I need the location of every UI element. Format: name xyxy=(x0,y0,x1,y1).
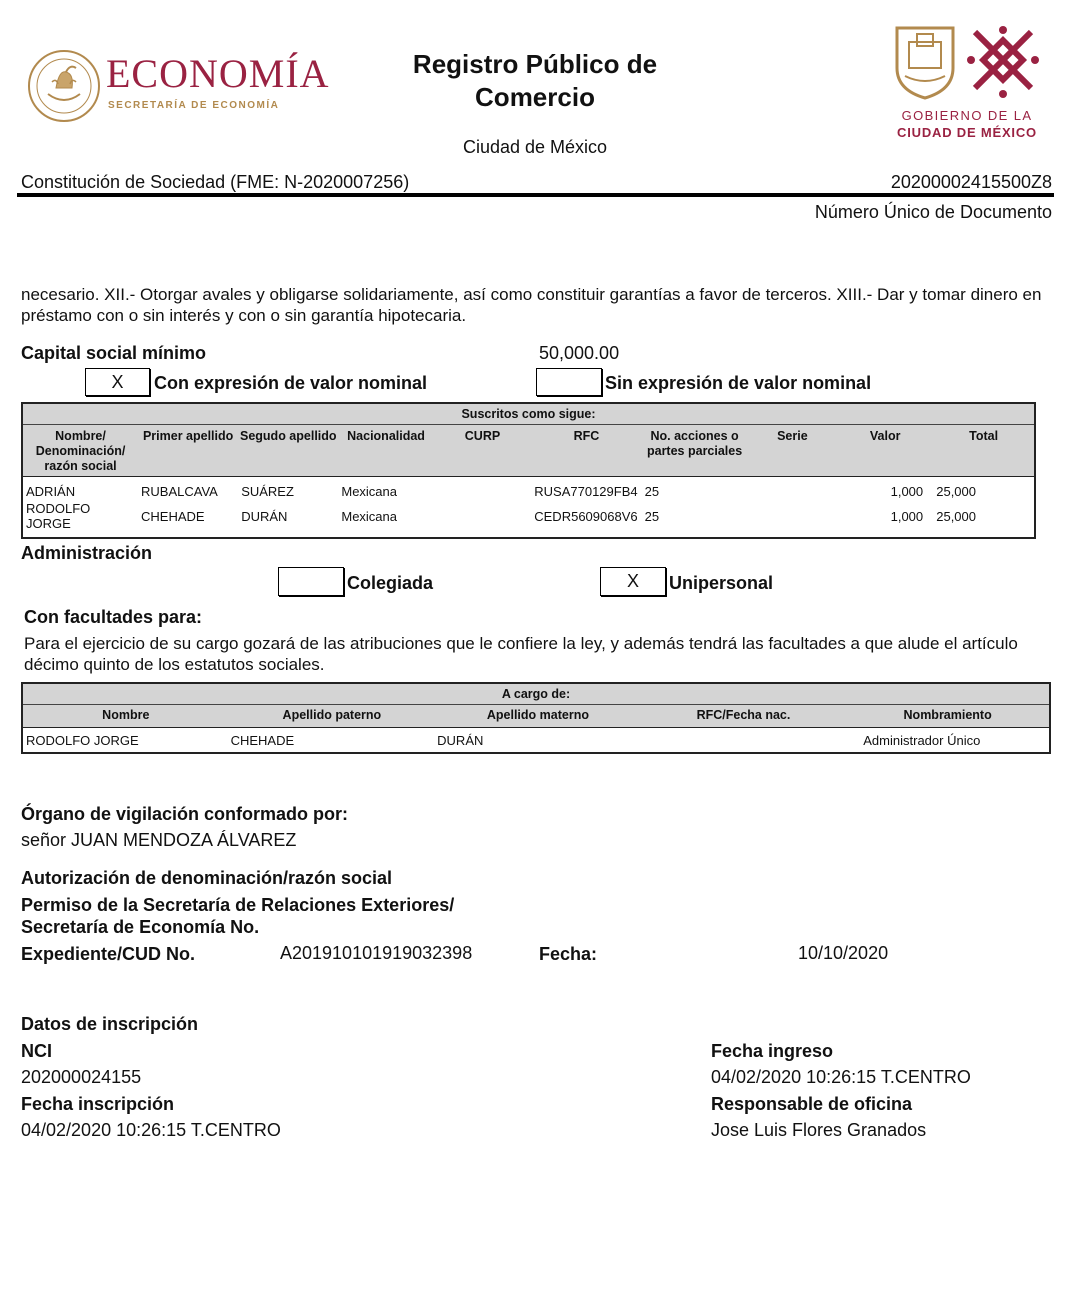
cdmx-gobierno-text: GOBIERNO DE LA xyxy=(901,108,1033,123)
table-row xyxy=(22,501,1035,531)
header-divider xyxy=(17,193,1054,197)
document-type: Constitución de Sociedad (FME: N-2020007256) xyxy=(21,172,410,192)
economia-wordmark: ECONOMÍA xyxy=(106,51,330,96)
cell-primer-apellido: RUBALCAVA xyxy=(141,483,218,499)
capital-value: 50,000.00 xyxy=(539,343,620,363)
fecha-inscripcion-value: 04/02/2020 10:26:15 T.CENTRO xyxy=(21,1120,281,1140)
responsable-value: Jose Luis Flores Granados xyxy=(711,1120,927,1140)
header-rfc-fecha-nac: RFC/Fecha nac. xyxy=(641,705,847,728)
cdmx-ciudad-text: CIUDAD DE MÉXICO xyxy=(897,125,1037,140)
cdmx-shield-icon xyxy=(897,28,953,98)
cell-primer-apellido: CHEHADE xyxy=(141,508,205,524)
nci-value: 202000024155 xyxy=(21,1067,142,1087)
permiso-line-2: Secretaría de Economía No. xyxy=(21,917,260,937)
cell-segundo-apellido: SUÁREZ xyxy=(241,483,294,499)
socios-table xyxy=(21,402,1036,539)
header-valor: Valor xyxy=(837,425,933,477)
header-apellido-materno: Apellido materno xyxy=(435,705,641,728)
header-curp: CURP xyxy=(434,425,532,477)
cell-rfc: RUSA770129FB4 xyxy=(534,483,638,499)
vigilancia-value: señor JUAN MENDOZA ÁLVAREZ xyxy=(21,830,297,850)
administradores-table xyxy=(21,682,1051,754)
cell-nombramiento: Administrador Único xyxy=(863,732,981,748)
autorizacion-label: Autorización de denominación/razón social xyxy=(21,868,393,888)
cell-nombre: RODOLFO JORGE xyxy=(26,501,91,531)
cell-serie xyxy=(748,481,838,501)
cell-total: 25,000 xyxy=(936,508,976,524)
socios-caption: Suscritos como sigue: xyxy=(22,403,1035,425)
mexico-seal-icon xyxy=(26,48,102,124)
administracion-label: Administración xyxy=(21,543,153,563)
capital-label: Capital social mínimo xyxy=(21,343,207,363)
fecha-inscripcion-label: Fecha inscripción xyxy=(21,1094,175,1114)
header-total: Total xyxy=(933,425,1035,477)
fecha-ingreso-value: 04/02/2020 10:26:15 T.CENTRO xyxy=(711,1067,971,1087)
cell-curp xyxy=(434,501,532,531)
header-nacionalidad: Nacionalidad xyxy=(338,425,433,477)
cell-serie xyxy=(748,501,838,531)
cdmx-emblem-icon xyxy=(975,32,1031,88)
cdmx-logo xyxy=(893,24,1041,144)
economia-subtitle: SECRETARÍA DE ECONOMÍA xyxy=(108,100,280,111)
con-valor-nominal-label: Con expresión de valor nominal xyxy=(154,373,428,393)
page-title: Registro Público de Comercio xyxy=(412,49,658,112)
objeto-social-text: necesario. XII.- Otorgar avales y obligarse solidariamente, así como constituir garantías a favor de terceros. XIII.- Dar y tomar dinero en préstamo con o sin interés y con o sin garantía hipotecaria. xyxy=(21,285,1042,325)
unipersonal-checkbox[interactable]: X xyxy=(600,567,666,596)
header-apellido-paterno: Apellido paterno xyxy=(229,705,436,728)
header-serie: Serie xyxy=(748,425,838,477)
header-nombramiento: Nombramiento xyxy=(846,705,1050,728)
cell-nacionalidad: Mexicana xyxy=(341,508,397,524)
cell-nacionalidad: Mexicana xyxy=(341,483,397,499)
city-label: Ciudad de México xyxy=(462,137,608,157)
cell-total: 25,000 xyxy=(936,483,976,499)
header-nombre: Nombre/ Denominación/ razón social xyxy=(22,425,138,477)
cell-rfc-fecha-nac xyxy=(641,728,847,754)
cell-nombre: ADRIÁN xyxy=(26,483,76,499)
fecha-label: Fecha: xyxy=(539,944,598,964)
cell-apellido-paterno: CHEHADE xyxy=(230,732,295,748)
cell-apellido-materno: DURÁN xyxy=(437,732,484,748)
con-valor-nominal-checkbox[interactable]: X xyxy=(85,368,150,396)
colegiada-checkbox[interactable] xyxy=(278,567,344,596)
fecha-value: 10/10/2020 xyxy=(798,943,889,963)
document-number-label: Número Único de Documento xyxy=(814,202,1052,222)
cell-segundo-apellido: DURÁN xyxy=(241,508,288,524)
responsable-label: Responsable de oficina xyxy=(711,1094,913,1114)
nci-label: NCI xyxy=(21,1041,52,1061)
cell-rfc: CEDR5609068V6 xyxy=(534,508,638,524)
document-number: 20200002415500Z8 xyxy=(890,172,1052,192)
table-row xyxy=(22,481,1035,501)
vigilancia-label: Órgano de vigilación conformado por: xyxy=(21,804,349,824)
cell-curp xyxy=(434,481,532,501)
cell-no-acciones: 25 xyxy=(644,483,660,499)
facultades-text: Para el ejercicio de su cargo gozará de las atribuciones que le confiere la ley, y además tendrá las facultades a que alude el artículo décimo quinto de los estatutos sociales. xyxy=(24,634,1018,674)
table-row xyxy=(22,728,1050,754)
inscripcion-label: Datos de inscripción xyxy=(21,1014,199,1034)
cell-valor: 1,000 xyxy=(890,483,924,499)
cell-valor: 1,000 xyxy=(890,508,924,524)
header-primer-apellido: Primer apellido xyxy=(138,425,238,477)
header-rfc: RFC xyxy=(531,425,641,477)
economia-logo xyxy=(26,46,346,126)
header-segundo-apellido: Segudo apellido xyxy=(238,425,338,477)
fecha-ingreso-label: Fecha ingreso xyxy=(711,1041,834,1061)
sin-valor-nominal-checkbox[interactable] xyxy=(536,368,602,396)
sin-valor-nominal-label: Sin expresión de valor nominal xyxy=(605,373,872,393)
cell-nombre: RODOLFO JORGE xyxy=(26,732,139,748)
colegiada-label: Colegiada xyxy=(347,573,434,593)
facultades-label: Con facultades para: xyxy=(24,607,203,627)
unipersonal-label: Unipersonal xyxy=(669,573,774,593)
admin-caption: A cargo de: xyxy=(22,683,1050,705)
cell-no-acciones: 25 xyxy=(644,508,660,524)
header-nombre: Nombre xyxy=(22,705,229,728)
header-no-acciones: No. acciones o partes parciales xyxy=(642,425,748,477)
expediente-label: Expediente/CUD No. xyxy=(21,944,196,964)
expediente-value: A201910101919032398 xyxy=(280,943,473,963)
permiso-line-1: Permiso de la Secretaría de Relaciones Exteriores/ xyxy=(21,895,455,915)
